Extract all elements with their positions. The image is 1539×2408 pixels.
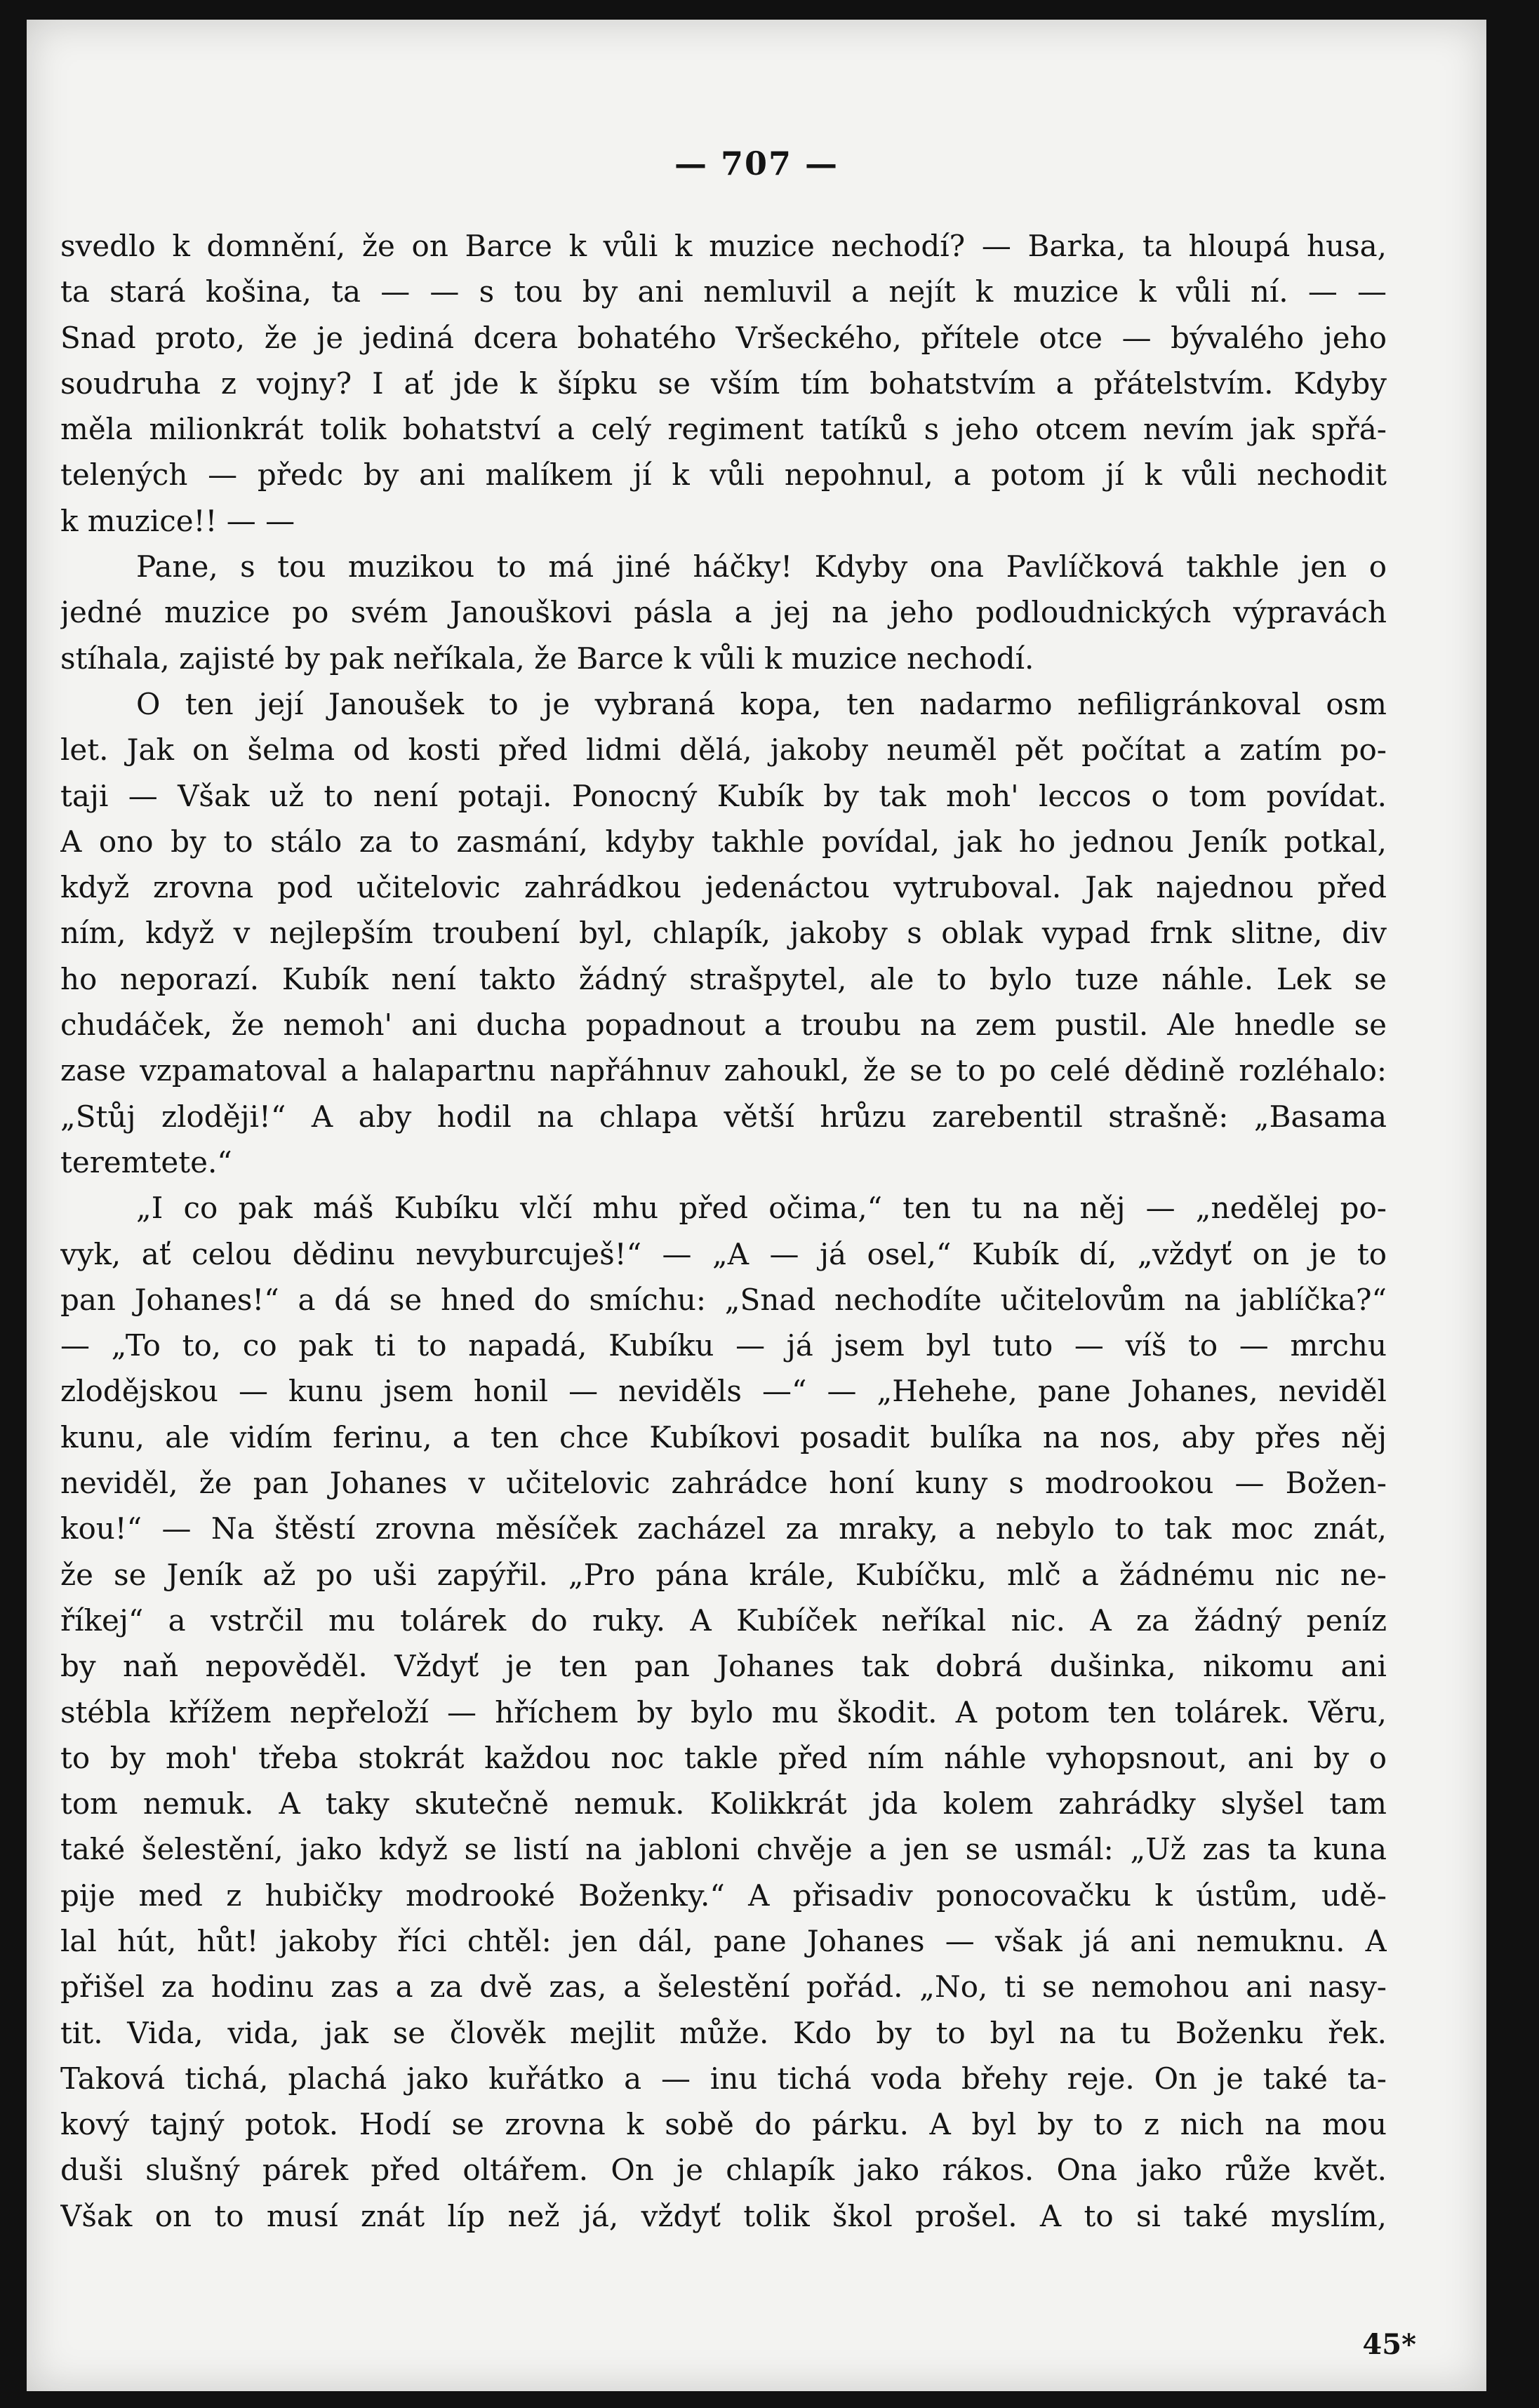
- text-line: — „To to, co pak ti to napadá, Kubíku — já jsem byl tuto — víš to — mrchu: [60, 1328, 1387, 1363]
- book-page: [27, 20, 1486, 2391]
- text-line: svedlo k domnění, že on Barce k vůli k muzice nechodí? — Barka, ta hloupá husa,: [60, 229, 1387, 263]
- text-line: duši slušný párek před oltářem. On je chlapík jako rákos. Ona jako růže květ.: [60, 2153, 1387, 2188]
- text-line: O ten její Janoušek to je vybraná kopa, ten nadarmo nefiligránkoval osm: [136, 686, 1387, 721]
- text-line: Však on to musí znát líp než já, vždyť tolik škol prošel. A to si také myslím,: [60, 2198, 1387, 2233]
- text-line: „Stůj zloději!“ A aby hodil na chlapa větší hrůzu zarebentil strašně: „Basama: [60, 1099, 1387, 1134]
- text-line: kou!“ — Na štěstí zrovna měsíček zacházel za mraky, a nebylo to tak moc znát,: [60, 1511, 1387, 1546]
- text-line: Snad proto, že je jediná dcera bohatého Vršeckého, přítele otce — bývalého jeho: [60, 320, 1387, 355]
- text-line: taji — Však už to není potaji. Ponocný Kubík by tak moh' leccos o tom povídat.: [60, 778, 1387, 813]
- text-line: let. Jak on šelma od kosti před lidmi dělá, jakoby neuměl pět počítat a zatím po-: [60, 733, 1387, 768]
- text-line: kový tajný potok. Hodí se zrovna k sobě do párku. A byl by to z nich na mou: [60, 2107, 1387, 2142]
- text-line: říkej“ a vstrčil mu tolárek do ruky. A Kubíček neříkal nic. A za žádný peníz: [60, 1603, 1387, 1638]
- text-line: měla milionkrát tolik bohatství a celý regiment tatíků s jeho otcem nevím jak spřá-: [60, 412, 1387, 447]
- text-line: neviděl, že pan Johanes v učitelovic zahrádce honí kuny s modrookou — Božen-: [60, 1466, 1387, 1501]
- text-line: soudruha z vojny? I ať jde k šípku se vším tím bohatstvím a přátelstvím. Kdyby: [60, 366, 1387, 401]
- text-line: chudáček, že nemoh' ani ducha popadnout a troubu na zem pustil. Ale hnedle se: [60, 1008, 1387, 1043]
- text-line: k muzice!! — —: [60, 503, 295, 538]
- text-line: „I co pak máš Kubíku vlčí mhu před očima,“ ten tu na něj — „nedělej po-: [136, 1191, 1387, 1226]
- page-number: — 707 —: [674, 145, 839, 182]
- text-line: jedné muzice po svém Janouškovi pásla a jej na jeho podloudnických výpravách: [60, 595, 1387, 630]
- text-line: to by moh' třeba stokrát každou noc takle před ním náhle vyhopsnout, ani by o: [60, 1740, 1387, 1775]
- text-line: teremtete.“: [60, 1144, 232, 1179]
- text-line: ta stará košina, ta — — s tou by ani nemluvil a nejít k muzice k vůli ní. — —: [60, 274, 1387, 309]
- text-line: zlodějskou — kunu jsem honil — neviděls —“ — „Hehehe, pane Johanes, neviděl: [60, 1374, 1387, 1409]
- text-line: pije med z hubičky modrooké Boženky.“ A přisadiv ponocovačku k ústům, udě-: [60, 1878, 1387, 1913]
- text-line: by naň nepověděl. Vždyť je ten pan Johanes tak dobrá dušinka, nikomu ani: [60, 1649, 1387, 1684]
- text-line: Taková tichá, plachá jako kuřátko a — inu tichá voda břehy reje. On je také ta-: [60, 2061, 1387, 2096]
- text-line: lal hút, hůt! jakoby říci chtěl: jen dál, pane Johanes — však já ani nemuknu. A: [60, 1923, 1387, 1958]
- text-line: také šelestění, jako když se listí na jabloni chvěje a jen se usmál: „Už zas ta kuna: [60, 1832, 1387, 1867]
- text-line: Pane, s tou muzikou to má jiné háčky! Kdyby ona Pavlíčková takhle jen o: [136, 549, 1387, 584]
- text-line: vyk, ať celou dědinu nevyburcuješ!“ — „A — já osel,“ Kubík dí, „vždyť on je to: [60, 1236, 1387, 1271]
- text-line: telených — předc by ani malíkem jí k vůli nepohnul, a potom jí k vůli nechodit: [60, 457, 1387, 493]
- text-line: A ono by to stálo za to zasmání, kdyby takhle povídal, jak ho jednou Jeník potkal,: [60, 824, 1387, 859]
- text-line: že se Jeník až po uši zapýřil. „Pro pána krále, Kubíčku, mlč a žádnému nic ne-: [60, 1557, 1387, 1592]
- text-line: zase vzpamatoval a halapartnu napřáhnuv zahoukl, že se to po celé dědině rozléhalo:: [60, 1053, 1387, 1088]
- text-line: stébla křížem nepřeloží — hříchem by bylo mu škodit. A potom ten tolárek. Věru,: [60, 1694, 1387, 1730]
- text-line: tit. Vida, vida, jak se člověk mejlit může. Kdo by to byl na tu Boženku řek.: [60, 2015, 1387, 2050]
- body-text: [60, 223, 1387, 2239]
- text-line: stíhala, zajisté by pak neříkala, že Barce k vůli k muzice nechodí.: [60, 641, 1034, 676]
- text-line: tom nemuk. A taky skutečně nemuk. Kolikkrát jda kolem zahrádky slyšel tam: [60, 1786, 1387, 1821]
- signature-mark: 45*: [1362, 2328, 1416, 2361]
- text-line: kunu, ale vidím ferinu, a ten chce Kubíkovi posadit bulíka na nos, aby přes něj: [60, 1419, 1387, 1454]
- text-line: když zrovna pod učitelovic zahrádkou jedenáctou vytruboval. Jak najednou před: [60, 870, 1387, 905]
- text-line: přišel za hodinu zas a za dvě zas, a šelestění pořád. „No, ti se nemohou ani nasy-: [60, 1969, 1387, 2005]
- text-line: pan Johanes!“ a dá se hned do smíchu: „Snad nechodíte učitelovům na jablíčka?“: [60, 1282, 1387, 1317]
- text-line: ním, když v nejlepším troubení byl, chlapík, jakoby s oblak vypad frnk slitne, div: [60, 916, 1387, 951]
- text-line: ho neporazí. Kubík není takto žádný strašpytel, ale to bylo tuze náhle. Lek se: [60, 961, 1387, 996]
